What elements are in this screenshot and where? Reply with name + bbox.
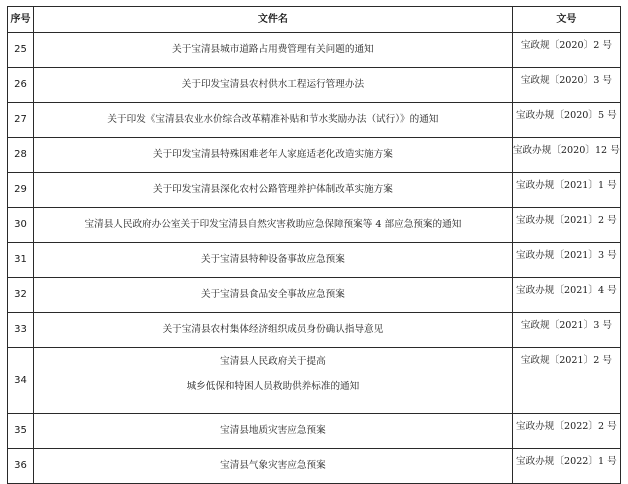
document-title: 关于印发宝清县深化农村公路管理养护体制改革实施方案 — [34, 173, 513, 208]
table-row — [8, 103, 621, 138]
row-number: 33 — [8, 313, 34, 348]
document-title: 关于宝清县特种设备事故应急预案 — [34, 243, 513, 278]
row-number: 34 — [8, 348, 34, 414]
row-number: 26 — [8, 68, 34, 103]
table-row — [8, 173, 621, 208]
table-header-row — [8, 7, 621, 33]
table-row — [8, 68, 621, 103]
table-row — [8, 243, 621, 278]
document-code: 宝政规〔2020〕2 号 — [512, 33, 620, 68]
document-title — [34, 348, 513, 414]
document-code: 宝政办规〔2020〕12 号 — [512, 138, 620, 173]
row-number: 32 — [8, 278, 34, 313]
row-number: 36 — [8, 449, 34, 484]
document-title: 宝清县人民政府办公室关于印发宝清县自然灾害救助应急保障预案等 4 部应急预案的通知 — [34, 208, 513, 243]
row-number: 28 — [8, 138, 34, 173]
document-list-table — [7, 6, 621, 484]
document-code: 宝政办规〔2022〕1 号 — [512, 449, 620, 484]
document-title-line-2: 城乡低保和特困人员救助供养标准的通知 — [186, 380, 360, 392]
document-title: 关于宝清县农村集体经济组织成员身份确认指导意见 — [34, 313, 513, 348]
document-code: 宝政规〔2021〕3 号 — [512, 313, 620, 348]
row-number: 31 — [8, 243, 34, 278]
document-code: 宝政规〔2021〕2 号 — [512, 348, 620, 414]
row-number: 29 — [8, 173, 34, 208]
document-title: 关于印发宝清县农村供水工程运行管理办法 — [34, 68, 513, 103]
document-code: 宝政办规〔2021〕4 号 — [512, 278, 620, 313]
document-title: 关于宝清县城市道路占用费管理有关问题的通知 — [34, 33, 513, 68]
document-code: 宝政办规〔2022〕2 号 — [512, 414, 620, 449]
header-document-title: 文件名 — [34, 7, 513, 33]
document-title: 关于宝清县食品安全事故应急预案 — [34, 278, 513, 313]
document-code: 宝政办规〔2021〕1 号 — [512, 173, 620, 208]
document-title: 宝清县气象灾害应急预案 — [34, 449, 513, 484]
table-row — [8, 414, 621, 449]
header-document-code: 文号 — [512, 7, 620, 33]
table-row — [8, 138, 621, 173]
row-number: 35 — [8, 414, 34, 449]
document-title: 关于印发《宝清县农业水价综合改革精准补贴和节水奖励办法（试行）》的通知 — [34, 103, 513, 138]
document-title: 宝清县地质灾害应急预案 — [34, 414, 513, 449]
table-row — [8, 208, 621, 243]
document-title-line-1: 宝清县人民政府关于提高 — [220, 356, 326, 367]
row-number: 30 — [8, 208, 34, 243]
table-row — [8, 348, 621, 414]
table-row — [8, 33, 621, 68]
row-number: 25 — [8, 33, 34, 68]
document-code: 宝政办规〔2021〕3 号 — [512, 243, 620, 278]
row-number: 27 — [8, 103, 34, 138]
table-row — [8, 278, 621, 313]
table-row — [8, 313, 621, 348]
document-code: 宝政规〔2020〕3 号 — [512, 68, 620, 103]
table-row — [8, 449, 621, 484]
document-code: 宝政办规〔2020〕5 号 — [512, 103, 620, 138]
document-code: 宝政办规〔2021〕2 号 — [512, 208, 620, 243]
header-serial-number: 序号 — [8, 7, 34, 33]
document-title: 关于印发宝清县特殊困难老年人家庭适老化改造实施方案 — [34, 138, 513, 173]
